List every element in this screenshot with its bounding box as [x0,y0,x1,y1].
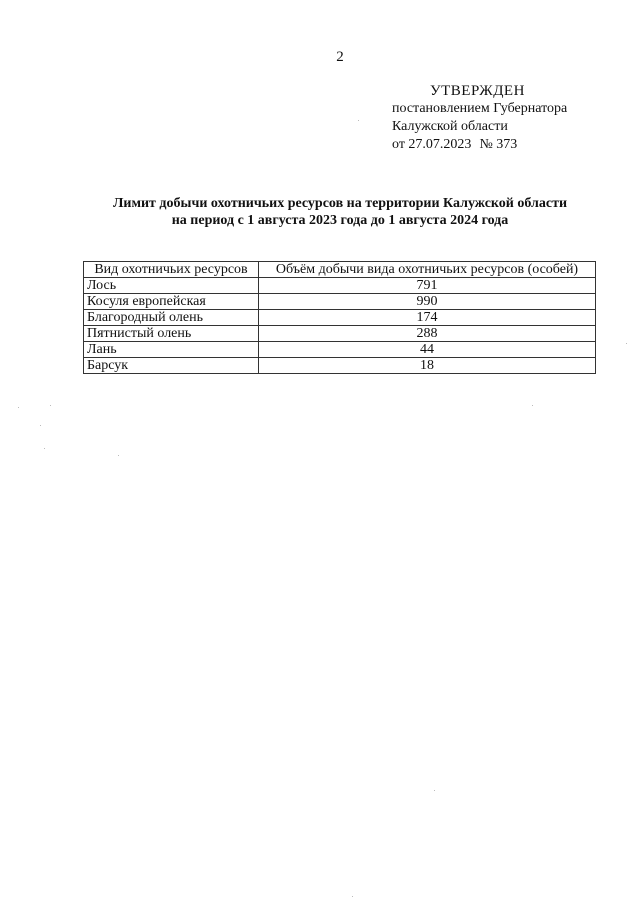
title-line-1: Лимит добычи охотничьих ресурсов на территории Калужской области [112,196,568,211]
scan-speck [532,405,533,406]
scan-speck [40,425,41,426]
approval-block [392,82,567,154]
species-name: Косуля европейская [84,294,259,310]
scan-speck [118,455,119,456]
page-number: 2 [336,49,344,65]
header-volume: Объём добычи вида охотничьих ресурсов (особей) [259,262,596,278]
species-name: Лось [84,278,259,294]
species-volume: 18 [259,358,596,374]
header-species: Вид охотничьих ресурсов [84,262,259,278]
scan-speck [434,790,435,791]
table-row [84,278,596,294]
approved-label: УТВЕРЖДЕН [430,83,525,99]
resources-table [83,261,596,374]
title-line-2: на период с 1 августа 2023 года до 1 августа 2024 года [171,213,509,228]
species-name: Барсук [84,358,259,374]
scan-speck [352,896,353,897]
table-row [84,358,596,374]
scan-speck [50,405,51,406]
species-volume: 990 [259,294,596,310]
table-header-row [84,262,596,278]
approval-line-2: Калужской области [392,119,508,134]
document-title [0,195,640,229]
species-name: Пятнистый олень [84,326,259,342]
table-row [84,310,596,326]
species-volume: 288 [259,326,596,342]
table-row [84,342,596,358]
scan-speck [358,120,359,121]
species-name: Благородный олень [84,310,259,326]
scan-speck [18,407,19,408]
species-volume: 174 [259,310,596,326]
species-name: Лань [84,342,259,358]
table-row [84,326,596,342]
approval-date: от 27.07.2023 [392,137,472,152]
scan-speck [626,343,627,344]
species-volume: 44 [259,342,596,358]
species-volume: 791 [259,278,596,294]
approval-number: № 373 [479,137,518,152]
table-row [84,294,596,310]
scan-speck [44,448,45,449]
approval-date-line [392,136,567,154]
approval-line-1: постановлением Губернатора [392,101,568,116]
